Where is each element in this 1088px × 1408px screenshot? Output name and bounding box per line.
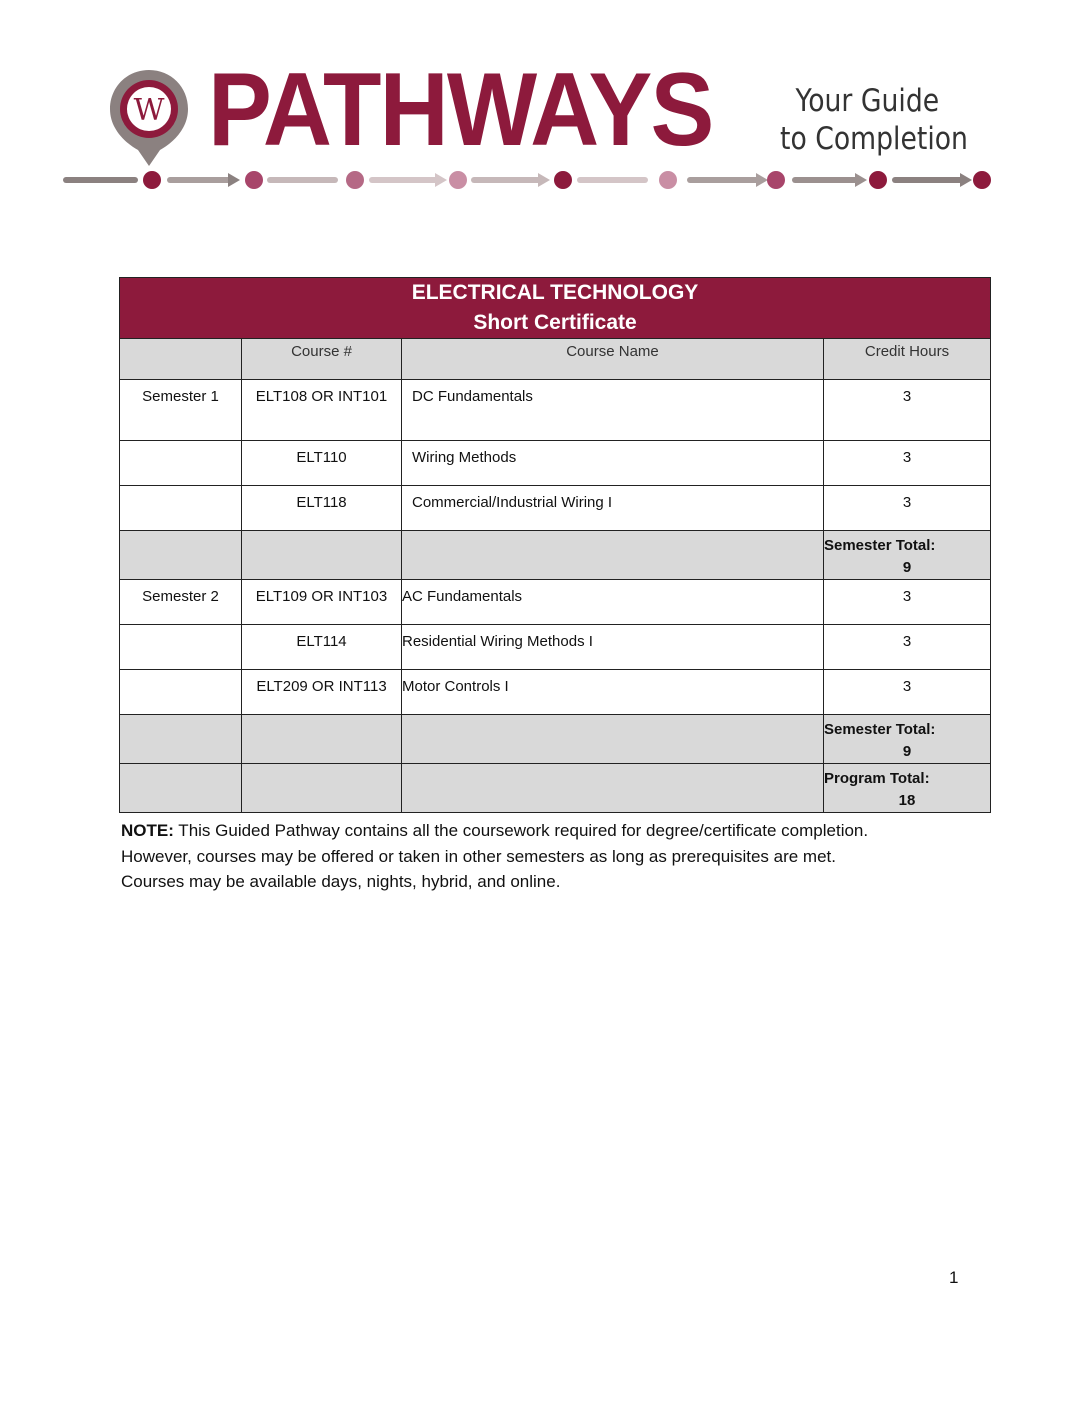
column-header-empty: [120, 339, 242, 380]
semester-total-value: 9: [902, 559, 912, 576]
credit-hours: 3: [824, 580, 991, 625]
semester-total-row: [120, 531, 991, 580]
empty-cell: [242, 764, 402, 813]
program-subtitle: Short Certificate: [473, 311, 637, 334]
semester-cell-empty: [120, 625, 242, 670]
curriculum-table: [119, 277, 991, 813]
column-header-course-number: Course #: [242, 339, 402, 380]
note-label: NOTE:: [121, 821, 174, 840]
logo-letter: W: [133, 93, 165, 128]
pathways-banner: [60, 52, 1000, 202]
table-row: [120, 380, 991, 441]
program-total-value: 18: [898, 792, 916, 809]
table-row: [120, 486, 991, 531]
table-row: [120, 625, 991, 670]
column-header-credit-hours: Credit Hours: [824, 339, 991, 380]
semester-total: [824, 715, 991, 764]
empty-cell: [120, 715, 242, 764]
program-total-label: Program Total:: [824, 770, 930, 787]
course-name: Wiring Methods: [402, 441, 824, 486]
credit-hours: 3: [824, 441, 991, 486]
credit-hours: 3: [824, 625, 991, 670]
course-number: ELT110: [242, 441, 402, 486]
semester-cell-empty: [120, 441, 242, 486]
course-number: ELT108 OR INT101: [242, 380, 402, 441]
note-paragraph: [121, 818, 981, 895]
page-number: 1: [949, 1268, 959, 1287]
semester-cell-empty: [120, 670, 242, 715]
empty-cell: [402, 764, 824, 813]
column-header-course-name: Course Name: [402, 339, 824, 380]
table-row: [120, 441, 991, 486]
empty-cell: [402, 531, 824, 580]
course-name: DC Fundamentals: [402, 380, 824, 441]
table-title: [120, 278, 991, 339]
empty-cell: [402, 715, 824, 764]
course-name: Motor Controls I: [402, 670, 824, 715]
w-logo-pin-icon: [108, 68, 190, 168]
tagline: [780, 82, 986, 158]
semester-total-row: [120, 715, 991, 764]
semester-total-label: Semester Total:: [824, 537, 936, 554]
credit-hours: 3: [824, 380, 991, 441]
program-total-row: [120, 764, 991, 813]
program-total: [824, 764, 991, 813]
column-header-row: [120, 339, 991, 380]
semester-cell-empty: [120, 486, 242, 531]
empty-cell: [242, 715, 402, 764]
course-number: ELT114: [242, 625, 402, 670]
course-number: ELT109 OR INT103: [242, 580, 402, 625]
course-name: AC Fundamentals: [402, 580, 824, 625]
tagline-line-2: to Completion: [780, 121, 968, 157]
course-number: ELT118: [242, 486, 402, 531]
table-row: [120, 580, 991, 625]
empty-cell: [242, 531, 402, 580]
empty-cell: [120, 531, 242, 580]
table-row: [120, 670, 991, 715]
course-name: Commercial/Industrial Wiring I: [402, 486, 824, 531]
semester-total-label: Semester Total:: [824, 721, 936, 738]
note-line-1: This Guided Pathway contains all the coursework required for degree/certificate completion.: [173, 821, 869, 840]
course-number: ELT209 OR INT113: [242, 670, 402, 715]
progress-arrows-decoration: [60, 168, 1000, 192]
brand-title: PATHWAYS: [208, 52, 713, 168]
credit-hours: 3: [824, 670, 991, 715]
tagline-line-1: Your Guide: [795, 83, 940, 119]
semester-label: Semester 2: [120, 580, 242, 625]
program-title: ELECTRICAL TECHNOLOGY: [411, 281, 699, 304]
semester-total: [824, 531, 991, 580]
semester-label: Semester 1: [120, 380, 242, 441]
empty-cell: [120, 764, 242, 813]
course-name: Residential Wiring Methods I: [402, 625, 824, 670]
note-line-3: Courses may be available days, nights, hybrid, and online.: [121, 872, 561, 891]
credit-hours: 3: [824, 486, 991, 531]
note-line-2: However, courses may be offered or taken in other semesters as long as prerequisites are met.: [121, 846, 836, 866]
semester-total-value: 9: [902, 743, 912, 760]
